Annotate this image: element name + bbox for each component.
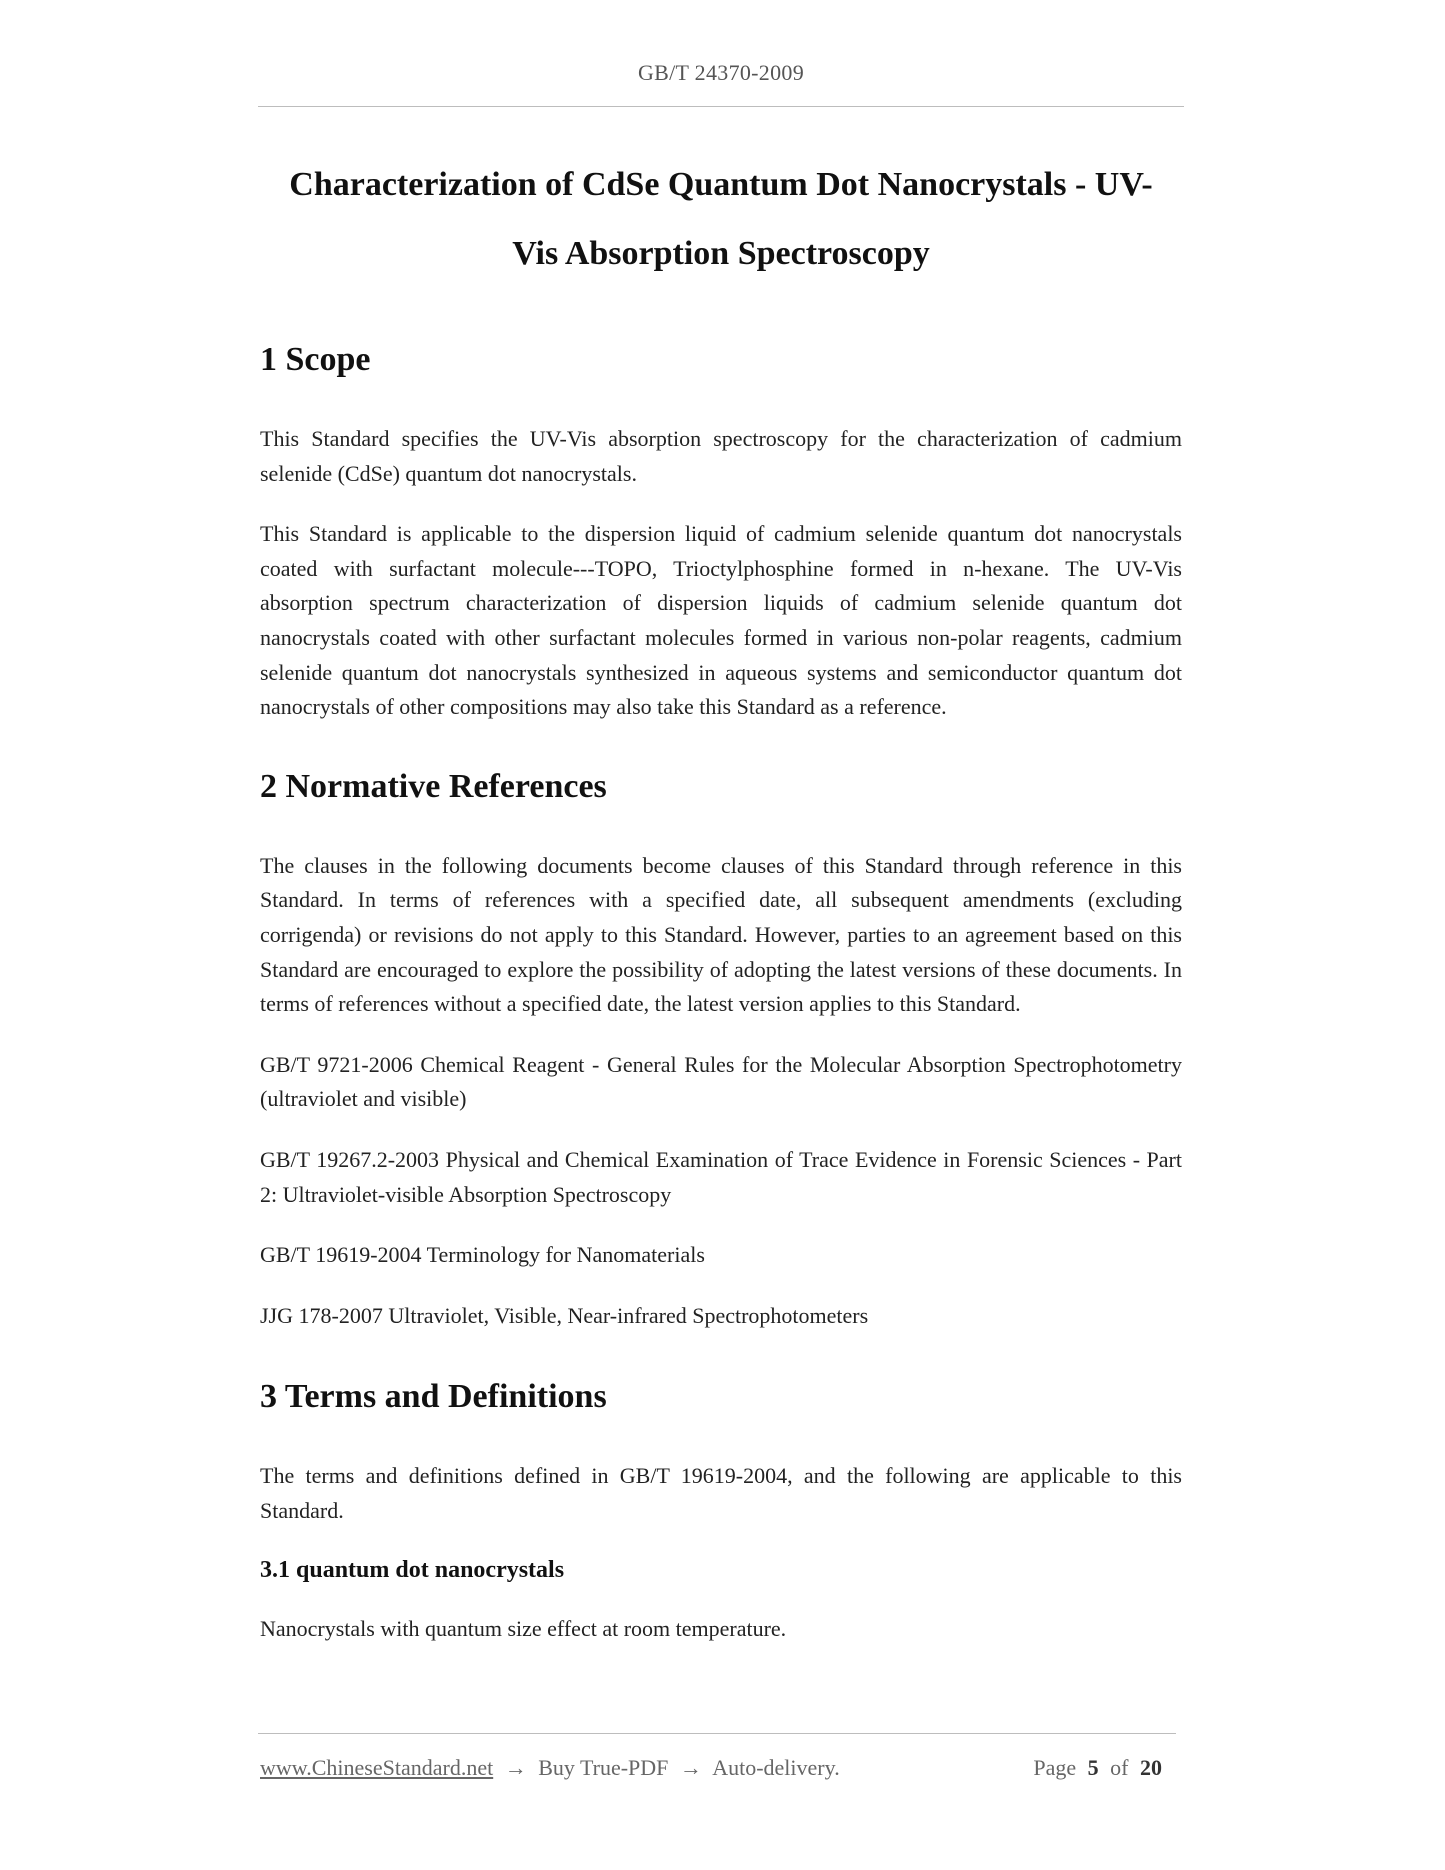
scope-paragraph-2: This Standard is applicable to the dispersion liquid of cadmium selenide quantum dot nanocrystals coated with surfactant molecule---TOPO, Trioctylphosphine formed in n-hexane. The UV-Vis absorption spectrum characterization of dispersion liquids of cadmium selenide quantum dot nanocrystals coated with other surfactant molecules formed in various non-polar reagents, cadmium selenide quantum dot nanocrystals synthesized in aqueous systems and semiconductor quantum dot nanocrystals of other compositions may also take this Standard as a reference. [260, 521, 1182, 720]
page-indicator [1033, 1752, 1168, 1784]
normative-references-paragraph: The clauses in the following documents become clauses of this Standard through reference in this Standard. In terms of references with a specified date, all subsequent amendments (excluding corrigenda) or revisions do not apply to this Standard. However, parties to an agreement based on this Standard are encouraged to explore the possibility of adopting the latest versions of these documents. In terms of references without a specified date, the latest version applies to this Standard. [260, 852, 1182, 1017]
footer-promo [260, 1752, 840, 1784]
page-total: 20 [1140, 1755, 1162, 1780]
section-heading-scope: 1 Scope [260, 341, 371, 378]
reference-item-jjg-178: JJG 178-2007 Ultraviolet, Visible, Near-infrared Spectrophotometers [260, 1302, 869, 1328]
footer-divider [258, 1733, 1176, 1734]
scope-paragraph-1: This Standard specifies the UV-Vis absorption spectroscopy for the characterization of cadmium selenide (CdSe) quantum dot nanocrystals. [260, 426, 1182, 486]
document-title-line-2: Vis Absorption Spectroscopy [512, 235, 930, 272]
section-heading-normative-references: 2 Normative References [260, 767, 607, 805]
page-of-label: of [1110, 1755, 1129, 1780]
document-title-line-1: Characterization of CdSe Quantum Dot Nanocrystals - UV- [289, 166, 1153, 203]
site-link[interactable]: www.ChineseStandard.net [260, 1755, 494, 1780]
document-title [260, 150, 1182, 288]
section-heading-terms-definitions: 3 Terms and Definitions [260, 1378, 607, 1416]
reference-item-gbt-19267: GB/T 19267.2-2003 Physical and Chemical Examination of Trace Evidence in Forensic Sciences - Part 2: Ultraviolet-visible Absorption Spectroscopy [260, 1146, 1182, 1207]
arrow-right-icon: → [679, 1755, 702, 1780]
reference-item-gbt-9721: GB/T 9721-2006 Chemical Reagent - General Rules for the Molecular Absorption Spectrophotometry (ultraviolet and visible) [260, 1051, 1182, 1112]
reference-item-gbt-19619: GB/T 19619-2004 Terminology for Nanomaterials [260, 1242, 705, 1268]
page-label: Page [1033, 1755, 1077, 1780]
terms-paragraph: The terms and definitions defined in GB/T 19619-2004, and the following are applicable to this Standard. [260, 1463, 1182, 1523]
term-definition-quantum-dot-nanocrystals: Nanocrystals with quantum size effect at room temperature. [260, 1616, 787, 1642]
header-divider [258, 106, 1184, 107]
page-header-doc-code: GB/T 24370-2009 [637, 60, 805, 85]
buy-true-pdf-text: Buy True-PDF [538, 1755, 669, 1780]
auto-delivery-text: Auto-delivery. [712, 1755, 840, 1780]
term-heading-quantum-dot-nanocrystals: 3.1 quantum dot nanocrystals [260, 1557, 565, 1584]
document-body [260, 150, 1182, 1647]
page-current: 5 [1087, 1755, 1099, 1780]
arrow-right-icon: → [504, 1755, 527, 1780]
